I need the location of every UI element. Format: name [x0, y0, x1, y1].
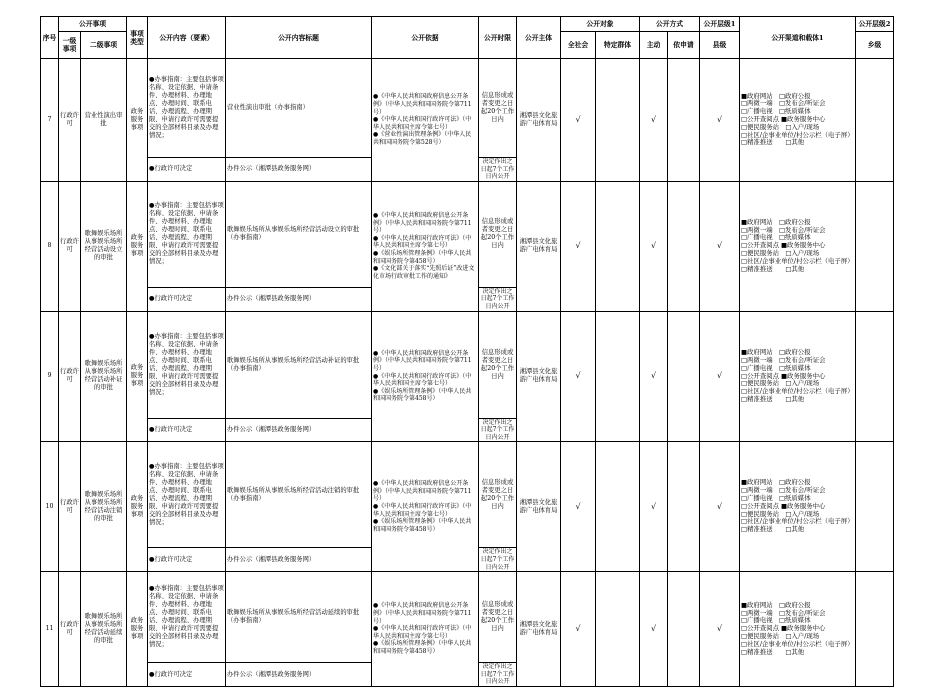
on-request-cell — [668, 59, 700, 182]
subject-cell: 湘潭县文化旅游广电体育局 — [517, 59, 561, 182]
header-tier2: 公开层级2 — [856, 17, 894, 32]
header-content-title: 公开内容标题 — [226, 17, 372, 59]
decision-time-cell: 决定作出之日起7个工作日内公开 — [479, 548, 517, 572]
level2-cell: 营业性演出审批 — [81, 59, 127, 182]
active-cell: √ — [640, 59, 668, 182]
township-cell — [856, 59, 894, 182]
time-limit-cell: 信息形成或者变更之日起20个工作日内 — [479, 442, 517, 548]
level2-cell: 歌舞娱乐场所从事娱乐场所经营活动延续的审批 — [81, 572, 127, 687]
basis-cell: ●《中华人民共和国政府信息公开条例》（中华人民共和国国务院令第711号） ●《中华人民共和国行政许可法》（中华人民共和国主席令第七号） ●《娱乐场所管理条例》（中华人民共和国国务院令第458号） — [372, 572, 479, 687]
guide-title-cell: 歌舞娱乐场所从事娱乐场所经营活动设立的审批（办事指南） — [226, 181, 372, 287]
decision-title-cell: 办件公示（湘潭县政务服务网） — [226, 663, 372, 687]
decision-content-cell: ●行政许可决定 — [148, 548, 226, 572]
all-society-cell: √ — [561, 311, 596, 442]
decision-title-cell: 办件公示（湘潭县政务服务网） — [226, 287, 372, 311]
level1-cell: 行政许可 — [59, 311, 81, 442]
header-on-request: 依申请 — [668, 32, 700, 59]
header-basis: 公开依据 — [372, 17, 479, 59]
item-type-cell: 政务服务事项 — [127, 311, 148, 442]
specific-group-cell — [596, 572, 640, 687]
subject-cell: 湘潭县文化旅游广电体育局 — [517, 572, 561, 687]
header-tier1: 公开层级1 — [700, 17, 740, 32]
decision-content-cell: ●行政许可决定 — [148, 663, 226, 687]
on-request-cell — [668, 572, 700, 687]
decision-time-cell: 决定作出之日起7个工作日内公开 — [479, 158, 517, 182]
basis-cell: ●《中华人民共和国政府信息公开条例》（中华人民共和国国务院令第711号） ●《中华人民共和国行政许可法》（中华人民共和国主席令第七号） ●《娱乐场所管理条例》（中华人民共和国国务院令第458号） — [372, 311, 479, 442]
specific-group-cell — [596, 181, 640, 311]
item-type-cell: 政务服务事项 — [127, 442, 148, 572]
time-limit-cell: 信息形成或者变更之日起20个工作日内 — [479, 59, 517, 158]
township-cell — [856, 442, 894, 572]
header-seq: 序号 — [41, 17, 59, 59]
table-row — [41, 572, 894, 663]
guide-title-cell: 歌舞娱乐场所从事娱乐场所经营活动补证的审批（办事指南） — [226, 311, 372, 418]
county-cell: √ — [700, 311, 740, 442]
header-public-items: 公开事项 — [59, 17, 127, 32]
header-content: 公开内容（要素） — [148, 17, 226, 59]
all-society-cell: √ — [561, 59, 596, 182]
level1-cell: 行政许可 — [59, 572, 81, 687]
time-limit-cell: 信息形成或者变更之日起20个工作日内 — [479, 311, 517, 418]
level2-cell: 歌舞娱乐场所从事娱乐场所经营活动注销的审批 — [81, 442, 127, 572]
channels-cell: ■政府网站 □政府公报 □两微一端 □发布会/听证会 □广播电视 □纸质媒体 □公开查阅点 ■政务服务中心 □便民服务站 □入户/现场 □社区/企事业单位/村公示栏（电子屏） □精准推送 □其他 — [740, 59, 856, 182]
guide-content-cell: ●办事指南：主要包括事项名称、设定依据、申请条件、办理材料、办理地点、办理时间、联系电话、办理流程、办理期限、申请行政许可需要提交的全部材料目录及办理情况； — [148, 59, 226, 158]
subject-cell: 湘潭县文化旅游广电体育局 — [517, 442, 561, 572]
item-type-cell: 政务服务事项 — [127, 181, 148, 311]
specific-group-cell — [596, 442, 640, 572]
table-row — [41, 442, 894, 548]
table-row — [41, 311, 894, 418]
decision-content-cell: ●行政许可决定 — [148, 287, 226, 311]
county-cell: √ — [700, 442, 740, 572]
active-cell: √ — [640, 442, 668, 572]
specific-group-cell — [596, 59, 640, 182]
channels-cell: ■政府网站 □政府公报 □两微一端 □发布会/听证会 □广播电视 □纸质媒体 □公开查阅点 ■政务服务中心 □便民服务站 □入户/现场 □社区/企事业单位/村公示栏（电子屏） □精准推送 □其他 — [740, 572, 856, 687]
seq-cell: 10 — [41, 442, 59, 572]
table-row — [41, 181, 894, 287]
level1-cell: 行政许可 — [59, 59, 81, 182]
table-row — [41, 59, 894, 158]
county-cell: √ — [700, 59, 740, 182]
level1-cell: 行政许可 — [59, 181, 81, 311]
all-society-cell: √ — [561, 181, 596, 311]
time-limit-cell: 信息形成或者变更之日起20个工作日内 — [479, 181, 517, 287]
guide-content-cell: ●办事指南：主要包括事项名称、设定依据、申请条件、办理材料、办理地点、办理时间、联系电话、办理流程、办理期限、申请行政许可需要提交的全部材料目录及办理情况； — [148, 572, 226, 663]
township-cell — [856, 311, 894, 442]
header-method: 公开方式 — [640, 17, 700, 32]
seq-cell: 8 — [41, 181, 59, 311]
level2-cell: 歌舞娱乐场所从事娱乐场所经营活动设立的审批 — [81, 181, 127, 311]
item-type-cell: 政务服务事项 — [127, 572, 148, 687]
on-request-cell — [668, 442, 700, 572]
subject-cell: 湘潭县文化旅游广电体育局 — [517, 181, 561, 311]
on-request-cell — [668, 311, 700, 442]
header-item-type: 事项类型 — [127, 17, 148, 59]
decision-time-cell: 决定作出之日起7个工作日内公开 — [479, 663, 517, 687]
table-body — [41, 59, 894, 687]
disclosure-table — [40, 16, 894, 687]
active-cell: √ — [640, 572, 668, 687]
seq-cell: 9 — [41, 311, 59, 442]
active-cell: √ — [640, 311, 668, 442]
decision-time-cell: 决定作出之日起7个工作日内公开 — [479, 418, 517, 442]
decision-title-cell: 办件公示（湘潭县政务服务网） — [226, 158, 372, 182]
guide-content-cell: ●办事指南：主要包括事项名称、设定依据、申请条件、办理材料、办理地点、办理时间、联系电话、办理流程、办理期限、申请行政许可需要提交的全部材料目录及办理情况； — [148, 311, 226, 418]
header-active: 主动 — [640, 32, 668, 59]
guide-title-cell: 营业性演出审批（办事指南） — [226, 59, 372, 158]
specific-group-cell — [596, 311, 640, 442]
all-society-cell: √ — [561, 442, 596, 572]
disclosure-table-sheet — [40, 16, 893, 686]
time-limit-cell: 信息形成或者变更之日起20个工作日内 — [479, 572, 517, 663]
header-county: 县级 — [700, 32, 740, 59]
basis-cell: ●《中华人民共和国政府信息公开条例》（中华人民共和国国务院令第711号） ●《中华人民共和国行政许可法》（中华人民共和国主席令第七号） ●《娱乐场所管理条例》（中华人民共和国国务院令第458号） — [372, 442, 479, 572]
header-level2: 二级事项 — [81, 32, 127, 59]
basis-cell: ●《中华人民共和国政府信息公开条例》（中华人民共和国国务院令第711号） ●《中华人民共和国行政许可法》（中华人民共和国主席令第七号） ●《营业性演出管理条例》（中华人民共和国国务院令第528号） — [372, 59, 479, 182]
all-society-cell: √ — [561, 572, 596, 687]
channels-cell: ■政府网站 □政府公报 □两微一端 □发布会/听证会 □广播电视 □纸质媒体 □公开查阅点 ■政务服务中心 □便民服务站 □入户/现场 □社区/企事业单位/村公示栏（电子屏） □精准推送 □其他 — [740, 442, 856, 572]
level1-cell: 行政许可 — [59, 442, 81, 572]
active-cell: √ — [640, 181, 668, 311]
subject-cell: 湘潭县文化旅游广电体育局 — [517, 311, 561, 442]
on-request-cell — [668, 181, 700, 311]
guide-title-cell: 歌舞娱乐场所从事娱乐场所经营活动延续的审批（办事指南） — [226, 572, 372, 663]
township-cell — [856, 181, 894, 311]
decision-title-cell: 办件公示（湘潭县政务服务网） — [226, 418, 372, 442]
header-specific-group: 特定群体 — [596, 32, 640, 59]
county-cell: √ — [700, 572, 740, 687]
header-channels: 公开渠道和载体1 — [740, 17, 856, 59]
channels-cell: ■政府网站 □政府公报 □两微一端 □发布会/听证会 □广播电视 □纸质媒体 □公开查阅点 ■政务服务中心 □便民服务站 □入户/现场 □社区/企事业单位/村公示栏（电子屏） □精准推送 □其他 — [740, 311, 856, 442]
item-type-cell: 政务服务事项 — [127, 59, 148, 182]
basis-cell: ●《中华人民共和国政府信息公开条例》（中华人民共和国国务院令第711号） ●《中华人民共和国行政许可法》（中华人民共和国主席令第七号） ●《娱乐场所管理条例》（中华人民共和国国务院令第458号） ●《文化部关于落实“先照后证”改进文化市场行政审批工作的通知》 — [372, 181, 479, 311]
header-level1: 一级事项 — [59, 32, 81, 59]
guide-content-cell: ●办事指南：主要包括事项名称、设定依据、申请条件、办理材料、办理地点、办理时间、联系电话、办理流程、办理期限、申请行政许可需要提交的全部材料目录及办理情况； — [148, 181, 226, 287]
header-all-society: 全社会 — [561, 32, 596, 59]
header-target: 公开对象 — [561, 17, 640, 32]
township-cell — [856, 572, 894, 687]
decision-content-cell: ●行政许可决定 — [148, 158, 226, 182]
header-township: 乡级 — [856, 32, 894, 59]
channels-cell: ■政府网站 □政府公报 □两微一端 □发布会/听证会 □广播电视 □纸质媒体 □公开查阅点 ■政务服务中心 □便民服务站 □入户/现场 □社区/企事业单位/村公示栏（电子屏） □精准推送 □其他 — [740, 181, 856, 311]
decision-time-cell: 决定作出之日起7个工作日内公开 — [479, 287, 517, 311]
county-cell: √ — [700, 181, 740, 311]
seq-cell: 7 — [41, 59, 59, 182]
guide-title-cell: 歌舞娱乐场所从事娱乐场所经营活动注销的审批（办事指南） — [226, 442, 372, 548]
decision-content-cell: ●行政许可决定 — [148, 418, 226, 442]
level2-cell: 歌舞娱乐场所从事娱乐场所经营活动补证的审批 — [81, 311, 127, 442]
decision-title-cell: 办件公示（湘潭县政务服务网） — [226, 548, 372, 572]
header-subject: 公开主体 — [517, 17, 561, 59]
guide-content-cell: ●办事指南：主要包括事项名称、设定依据、申请条件、办理材料、办理地点、办理时间、联系电话、办理流程、办理期限、申请行政许可需要提交的全部材料目录及办理情况； — [148, 442, 226, 548]
seq-cell: 11 — [41, 572, 59, 687]
header-time-limit: 公开时限 — [479, 17, 517, 59]
